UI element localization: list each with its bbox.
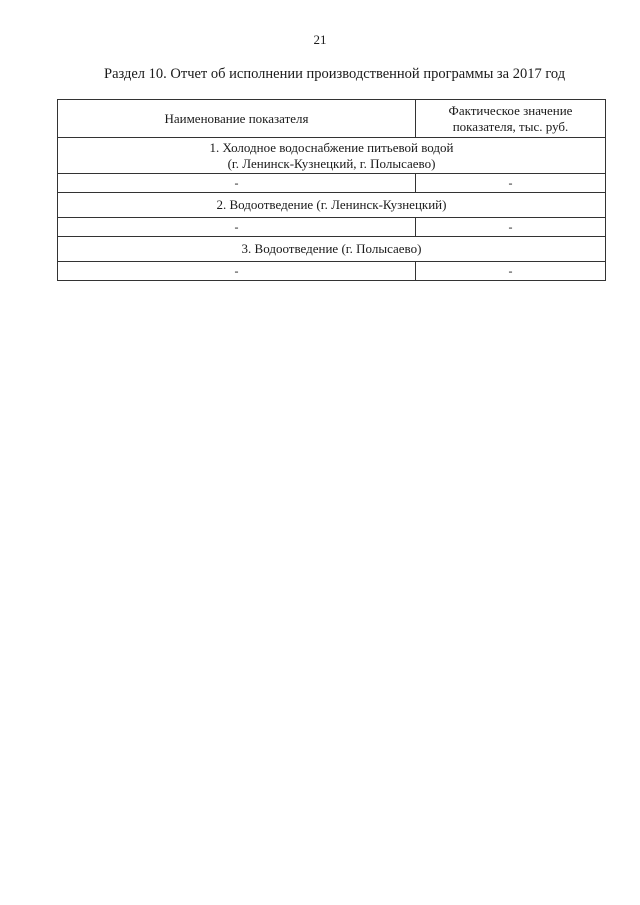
group-title-row <box>58 193 606 218</box>
report-table <box>57 99 606 281</box>
group-title-line2: (г. Ленинск-Кузнецкий, г. Полысаево) <box>227 155 436 171</box>
group-title-row <box>58 138 606 174</box>
page-number: 21 <box>313 32 327 47</box>
cell-actual-value: - <box>416 174 606 193</box>
table-header-row <box>58 100 606 138</box>
cell-actual-value: - <box>416 218 606 237</box>
section-title: Раздел 10. Отчет об исполнении производственной программы за 2017 год <box>104 66 566 82</box>
table-row <box>58 174 606 193</box>
group-title-line1: 1. Холодное водоснабжение питьевой водой <box>209 139 454 155</box>
table-row <box>58 262 606 281</box>
header-actual-value-line1: Фактическое значение <box>448 102 573 118</box>
cell-indicator-name: - <box>58 174 416 193</box>
cell-indicator-name: - <box>58 218 416 237</box>
group-title-sewage-leninsk: 2. Водоотведение (г. Ленинск-Кузнецкий) <box>58 193 606 218</box>
group-title-row <box>58 237 606 262</box>
cell-actual-value: - <box>416 262 606 281</box>
table-row <box>58 218 606 237</box>
cell-indicator-name: - <box>58 262 416 281</box>
group-title-sewage-polysaevo: 3. Водоотведение (г. Полысаево) <box>58 237 606 262</box>
header-actual-value-line2: показателя, тыс. руб. <box>452 118 569 134</box>
header-indicator-name: Наименование показателя <box>58 100 416 138</box>
header-actual-value <box>416 100 606 138</box>
group-title-cold-water <box>58 138 606 174</box>
